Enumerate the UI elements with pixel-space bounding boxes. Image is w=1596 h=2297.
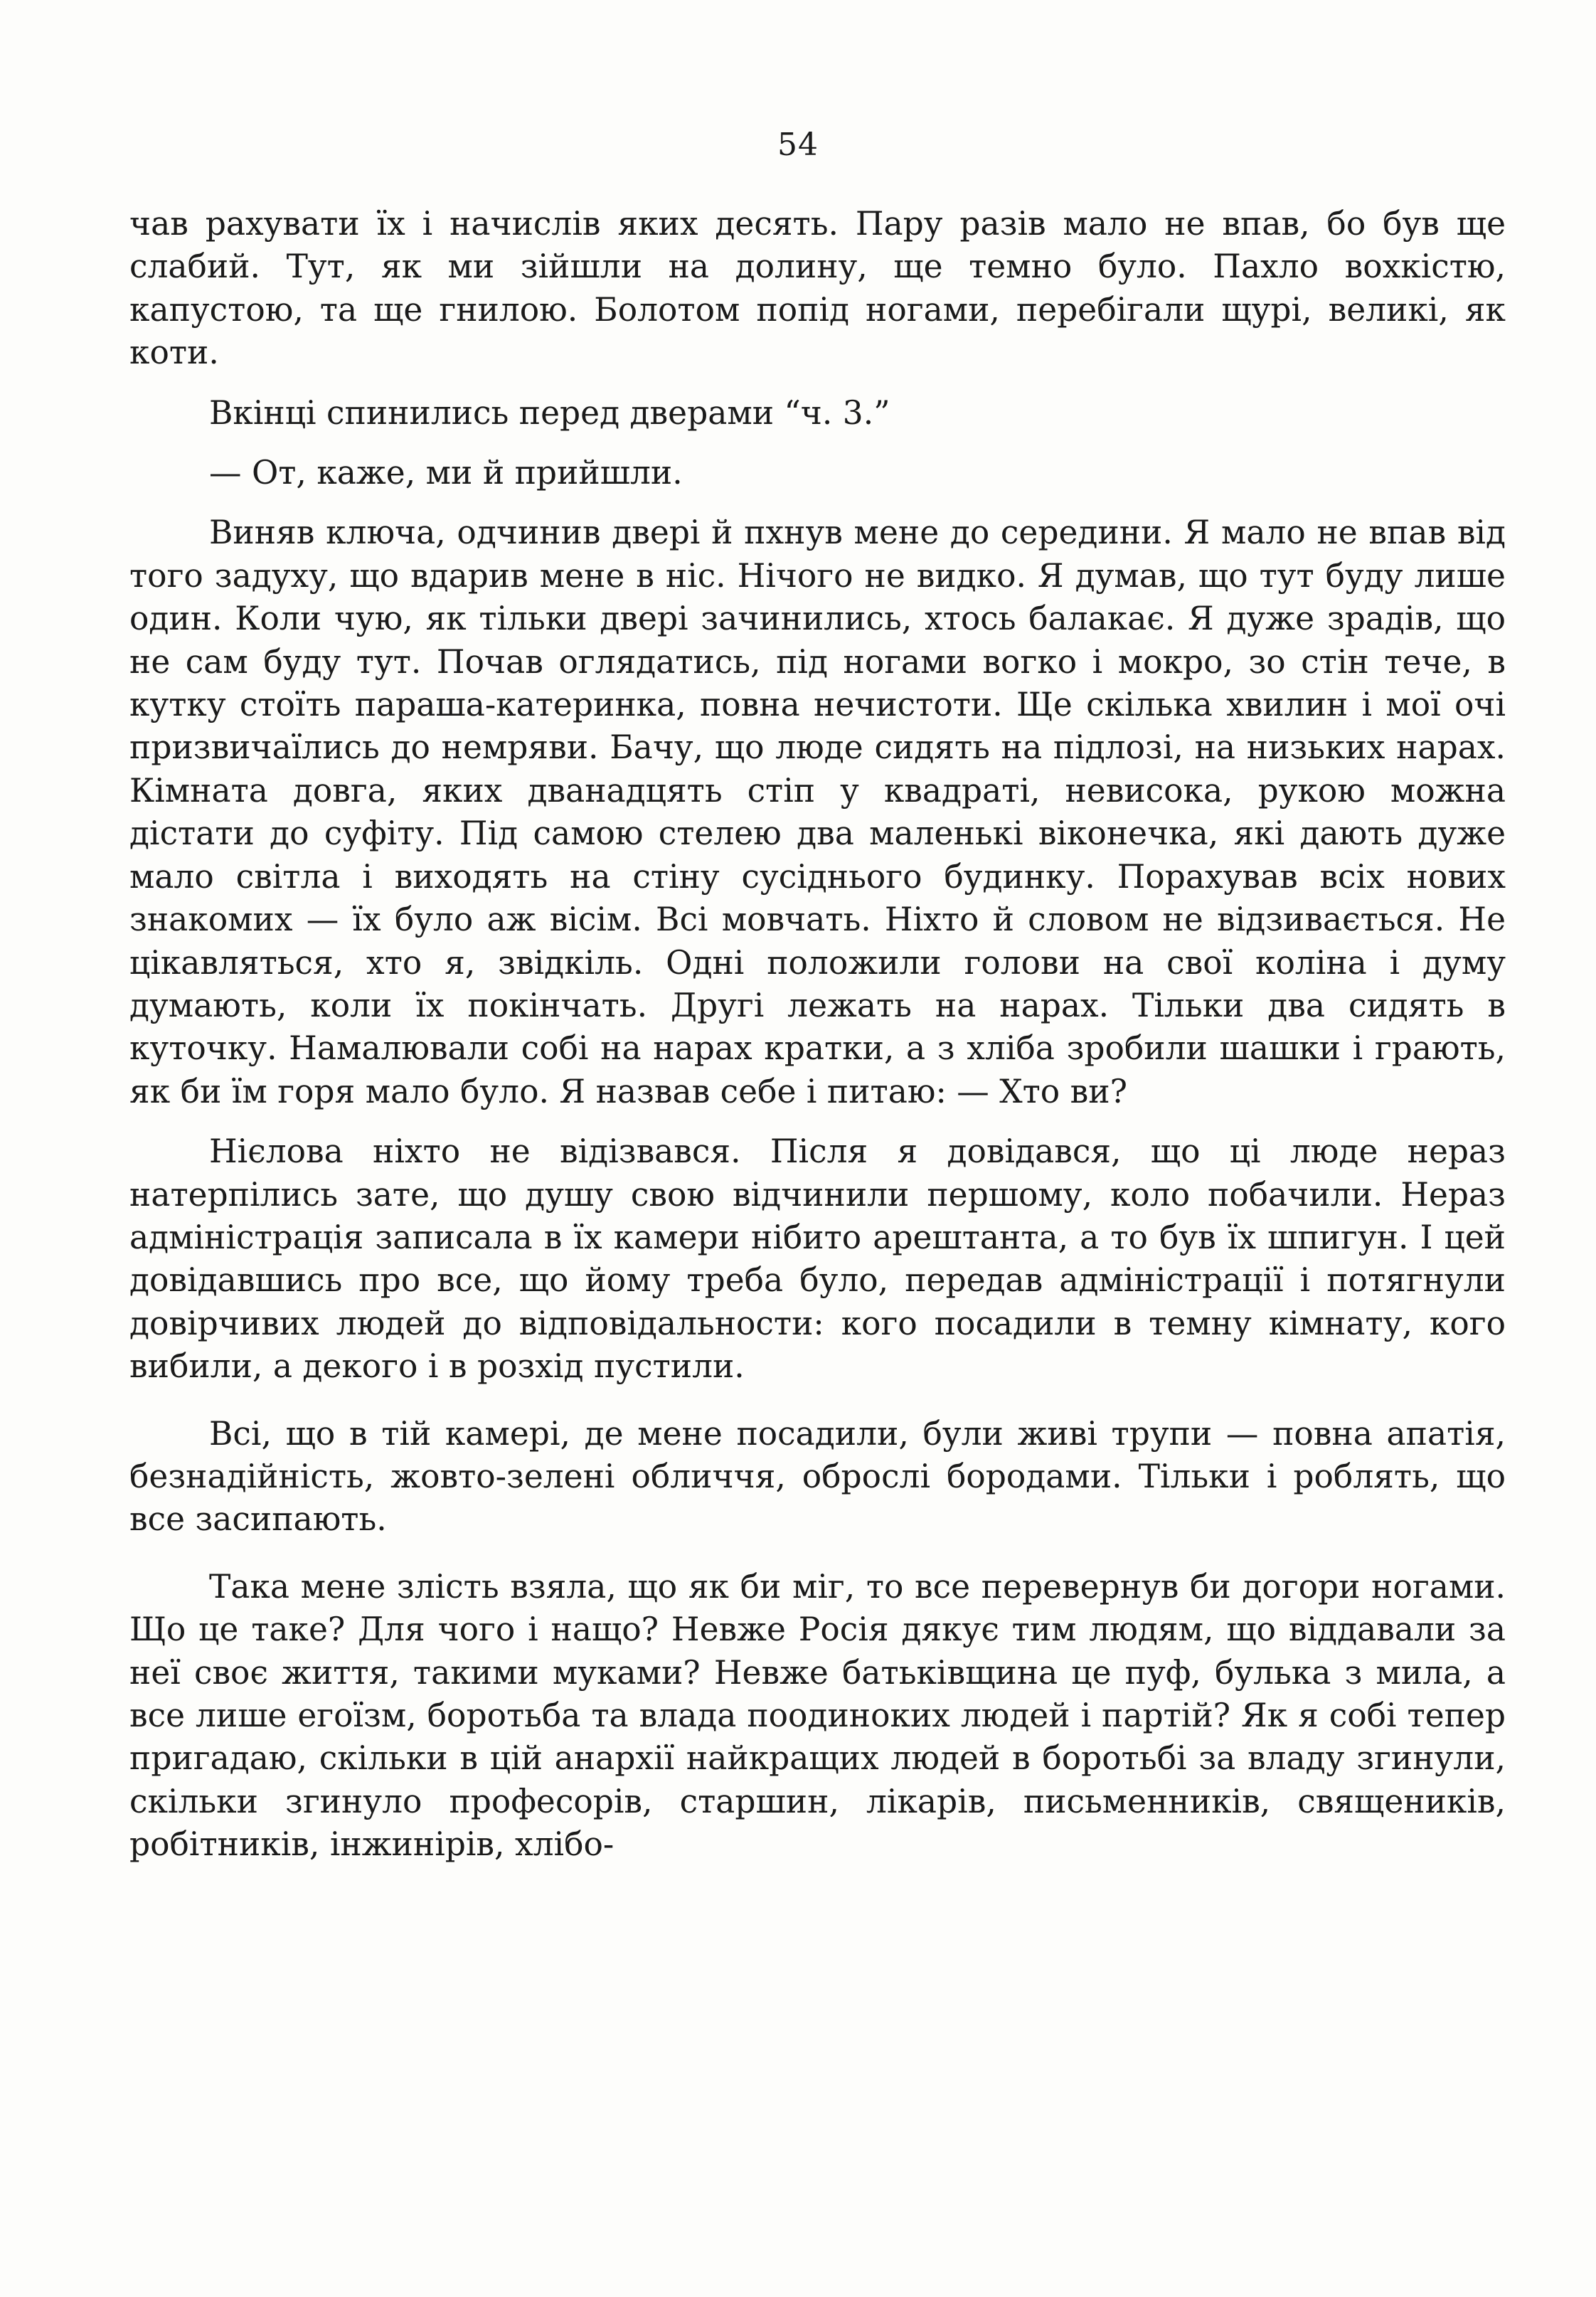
paragraph: Виняв ключа, одчинив двері й пхнув мене до середини. Я мало не впав від того задуху, що вдарив мене в ніс. Нічого не видко. Я думав, що тут буду лише один. Коли чую, як тільки двері зачинились, хтось балакає. Я дуже зрадів, що не сам буду тут. Почав оглядатись, під ногами вогко і мокро, зо стін тече, в кутку стоїть параша-катеринка, повна нечистоти. Ще скілька хвилин і мої очі призвичаїлись до немряви. Бачу, що люде сидять на підлозі, на низьких нарах. Кімната довга, яких дванадцять стіп у квадраті, невисока, рукою можна дістати до суфіту. Під самою стелею два маленькі віконечка, які дають дуже мало світла і виходять на стіну сусіднього будинку. Порахував всіх нових знакомих — їх було аж вісім. Всі мовчать. Ніхто й словом не відзивається. Не цікавляться, хто я, звідкіль. Одні положили голови на свої коліна і думу думають, коли їх покінчать. Другі лежать на нарах. Тільки два сидять в куточку. Намалювали собі на нарах кратки, а з хліба зробили шашки і грають, як би їм горя мало було. Я назвав себе і питаю: — Хто ви? [129,514,1506,1110]
paragraph: Вкінці спинились перед дверами “ч. 3.” [209,393,890,432]
paragraph: Така мене злість взяла, що як би міг, то все перевернув би догори ногами. Що це таке? Для чого і нащо? Невже Росія дякує тим людям, що віддавали за неї своє життя, такими муками? Невже батьківщина це пуф, булька з мила, а все лише егоїзм, боротьба та влада поодиноких людей і партій? Як я собі тепер пригадаю, скільки в цій анархії найкращих людей в боротьбі за владу згинули, скільки згинуло професорів, старшин, лікарів, письменників, священиків, робітників, інжинірів, хлібо- [129,1567,1506,1864]
page-number: 54 [777,127,819,163]
paragraph: Всі, що в тій камері, де мене посадили, були живі трупи — повна апатія, безнадійність, жовто-зелені обличчя, оброслі бородами. Тільки і роблять, що все засипають. [129,1414,1506,1539]
paragraph-continuation: чав рахувати їх і начислів яких десять. Пару разів мало не впав, бо був ще слабий. Тут, як ми зійшли на долину, ще темно було. Пахло вохкістю, капустою, та ще гнилою. Болотом попід ногами, перебігали щурі, великі, як коти. [129,205,1506,372]
paragraph: Нієлова ніхто не відізвався. Після я довідався, що ці люде нераз натерпілись зате, що душу свою відчинили першому, коло побачили. Нераз адміністрація записала в їх камери нібито арештанта, а то був їх шпигун. І цей довідавшись про все, що йому треба було, передав адміністрації і потягнули довірчивих людей до відповідальности: кого посадили в темну кімнату, кого вибили, а декого і в розхід пустили. [129,1132,1506,1386]
paragraph-dialogue: — От, каже, ми й прийшли. [209,454,683,492]
page-body-text [129,203,1506,1867]
